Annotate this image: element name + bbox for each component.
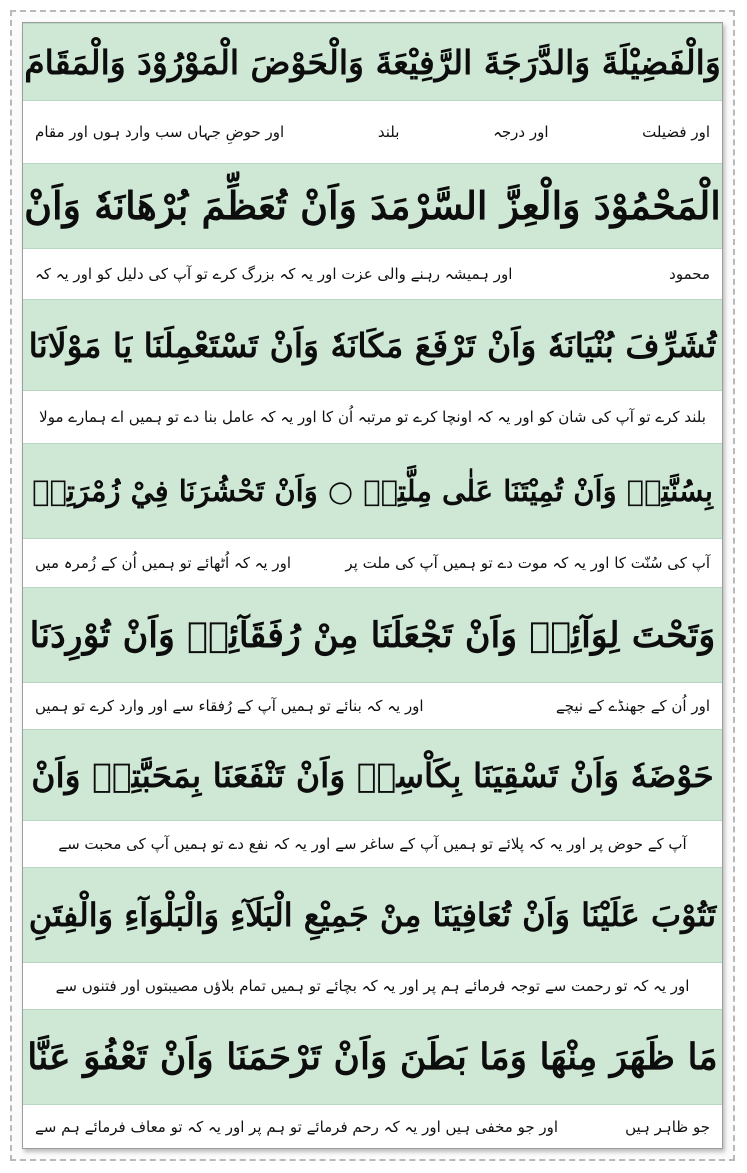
urdu-segment: اور جو مخفی ہیں اور یہ کہ رحم فرمائے تو ہم پر اور یہ کہ تو معاف فرمائے ہم سے	[35, 1117, 559, 1136]
urdu-segment: اور یہ کہ اُٹھائے تو ہمیں اُن کے زُمرہ میں	[35, 554, 292, 572]
prayer-page	[22, 22, 723, 1149]
urdu-line-7	[23, 963, 722, 1009]
urdu-line-2	[23, 249, 722, 299]
urdu-line-6	[23, 821, 722, 867]
urdu-line-3	[23, 391, 722, 443]
arabic-line-5: وَتَحْتَ لِوَآئِهٖ وَاَنْ تَجْعَلَنَا مِنْ رُفَقَآئِهٖ وَاَنْ تُوْرِدَنَا	[23, 587, 722, 683]
urdu-segment: آپ کی سُنّت کا اور یہ کہ موت دے تو ہمیں آپ کی ملت پر	[345, 554, 710, 572]
urdu-segment: اور فضیلت	[642, 123, 710, 141]
urdu-segment: اور ہمیشہ رہنے والی عزت اور یہ کہ بزرگ کرے تو آپ کی دلیل کو اور یہ کہ	[35, 265, 513, 283]
arabic-line-3: تُشَرِّفَ بُنْيَانَهٗ وَاَنْ تَرْفَعَ مَكَانَهٗ وَاَنْ تَسْتَعْمِلَنَا يَا مَوْلَانَا	[23, 299, 722, 391]
arabic-line-1: وَالْفَضِيْلَةَ وَالدَّرَجَةَ الرَّفِيْعَةَ وَالْحَوْضَ الْمَوْرُوْدَ وَالْمَقَامَ	[23, 23, 722, 101]
arabic-line-4: بِسُنَّتِهٖ وَاَنْ تُمِيْتَنَا عَلٰى مِلَّتِهٖ ○ وَاَنْ تَحْشُرَنَا فِيْ زُمْرَتِهٖ	[23, 443, 722, 539]
urdu-segment: جو ظاہر ہیں	[625, 1117, 710, 1136]
urdu-segment: آپ کے حوض پر اور یہ کہ پلائے تو ہمیں آپ کے ساغر سے اور یہ کہ نفع دے تو ہمیں آپ کی محبت سے	[58, 835, 687, 853]
urdu-line-5	[23, 683, 722, 729]
urdu-segment: اور درجہ	[493, 123, 549, 141]
urdu-segment: اور یہ کہ تو رحمت سے توجہ فرمائے ہم پر اور یہ کہ بچائے تو ہمیں تمام بلاؤں مصیبتوں اور فتنوں سے	[55, 977, 690, 995]
urdu-segment: اور یہ کہ بنائے تو ہمیں آپ کے رُفقاء سے اور وارد کرے تو ہمیں	[35, 697, 424, 715]
urdu-line-1	[23, 101, 722, 163]
urdu-segment: اور حوضِ جہاں سب وارد ہوں اور مقام	[35, 123, 285, 141]
arabic-line-2: الْمَحْمُوْدَ وَالْعِزَّ السَّرْمَدَ وَاَنْ تُعَظِّمَ بُرْهَانَهٗ وَاَنْ	[23, 163, 722, 249]
arabic-line-6: حَوْضَهٗ وَاَنْ تَسْقِيَنَا بِكَاْسِهٖ وَاَنْ تَنْفَعَنَا بِمَحَبَّتِهٖ وَاَنْ	[23, 729, 722, 821]
urdu-segment: محمود	[669, 265, 710, 283]
urdu-line-4	[23, 539, 722, 587]
urdu-segment: اور اُن کے جھنڈے کے نیچے	[555, 697, 710, 715]
urdu-segment: بلند	[377, 123, 400, 141]
urdu-segment: بلند کرے تو آپ کی شان کو اور یہ کہ اونچا کرے تو مرتبہ اُن کا اور یہ کہ عامل بنا دے تو ہمیں اے ہمارے مولا	[39, 408, 706, 426]
arabic-line-7: تَتُوْبَ عَلَيْنَا وَاَنْ تُعَافِيَنَا مِنْ جَمِيْعِ الْبَلَآءِ وَالْبَلْوَآءِ وَالْفِتَنِ	[23, 867, 722, 963]
arabic-line-8: مَا ظَهَرَ مِنْهَا وَمَا بَطَنَ وَاَنْ تَرْحَمَنَا وَاَنْ تَعْفُوَ عَنَّا	[23, 1009, 722, 1105]
urdu-line-8	[23, 1105, 722, 1148]
